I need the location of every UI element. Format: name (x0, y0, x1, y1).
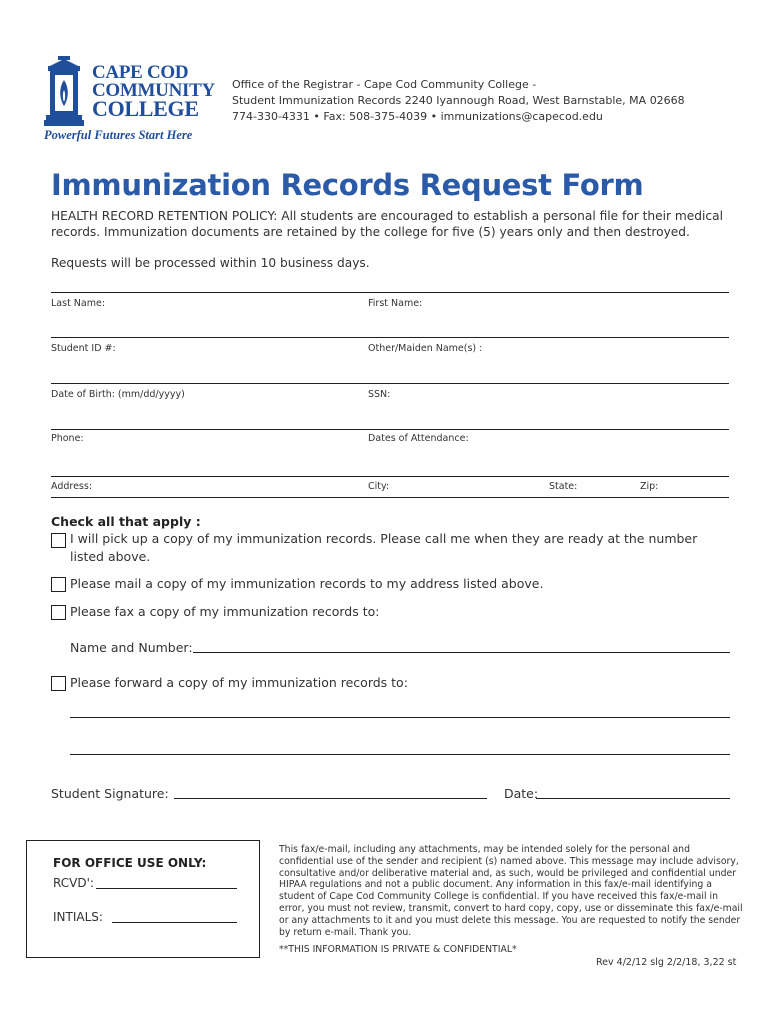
registrar-contact-info (232, 77, 685, 125)
last-first-name-field[interactable] (51, 337, 729, 338)
pickup-option-line1: I will pick up a copy of my immunization records. Please call me when they are ready at the number (70, 531, 698, 546)
address-label: Address: (51, 481, 93, 492)
pickup-option-line2: listed above. (70, 549, 151, 564)
state-label: State: (549, 481, 578, 492)
processing-time-note: Requests will be processed within 10 business days. (51, 256, 370, 270)
city-label: City: (368, 481, 390, 492)
name-number-field[interactable] (193, 652, 730, 653)
first-name-label: First Name: (368, 298, 423, 309)
forward-option-label: Please forward a copy of my immunization records to: (70, 675, 408, 690)
lantern-logo-icon (44, 56, 84, 128)
name-number-label: Name and Number: (70, 640, 193, 655)
office-use-title: FOR OFFICE USE ONLY: (53, 856, 207, 870)
pickup-checkbox[interactable] (51, 533, 66, 548)
date-field[interactable] (536, 798, 730, 799)
logo-line-3: COLLEGE (92, 96, 199, 121)
logo-line-2: COMMUNITY (92, 80, 215, 101)
form-title: Immunization Records Request Form (51, 168, 644, 202)
zip-label: Zip: (640, 481, 659, 492)
revision-note: Rev 4/2/12 slg 2/2/18, 3,22 st (596, 957, 737, 968)
logo-tagline: Powerful Futures Start Here (44, 128, 193, 142)
student-id-label: Student ID #: (51, 343, 116, 354)
rcvd-label: RCVD': (53, 876, 94, 890)
rcvd-field[interactable] (96, 888, 237, 889)
phone-dates-field[interactable] (51, 476, 729, 477)
logo-line-1: CAPE COD (92, 62, 189, 83)
forward-checkbox[interactable] (51, 676, 66, 691)
mail-option-label: Please mail a copy of my immunization records to my address listed above. (70, 576, 544, 591)
confidentiality-notice: This fax/e-mail, including any attachments, may be intended solely for the personal and confidential use of the sender and recipient (s) named above. This message may include advisory, consultative and/or deliberative material and, as such, would be privileged and confidential under HIPAA regulations and not a public document. Any information in this fax/e-mail identifying a student of Cape Cod Community College is confidential. If you have received this fax/e-mail in error, you must not review, transmit, convert to hard copy, copy, use or disseminate this fax/e-mail or any attachments to it and you must delete this message. You are requested to notify the sender by return e-mail. Thank you. (279, 844, 743, 938)
header-line-3: 774-330-4331 • Fax: 508-375-4039 • immunizations@capecod.edu (232, 110, 603, 123)
last-name-label: Last Name: (51, 298, 106, 309)
initials-label: INTIALS: (53, 910, 103, 924)
check-all-heading: Check all that apply : (51, 514, 201, 529)
header-line-1: Office of the Registrar - Cape Cod Community College - (232, 78, 537, 91)
dates-attendance-label: Dates of Attendance: (368, 433, 469, 444)
student-signature-label: Student Signature: (51, 786, 169, 801)
ssn-label: SSN: (368, 389, 391, 400)
dob-label: Date of Birth: (mm/dd/yyyy) (51, 389, 185, 400)
fax-checkbox[interactable] (51, 605, 66, 620)
other-name-label: Other/Maiden Name(s) : (368, 343, 483, 354)
dob-ssn-field[interactable] (51, 429, 729, 430)
address-field[interactable] (51, 497, 729, 498)
retention-policy-text: HEALTH RECORD RETENTION POLICY: All students are encouraged to establish a personal file for their medical records. Immunization documents are retained by the college for five (5) years only and then destroyed. (51, 209, 723, 239)
initials-field[interactable] (112, 922, 237, 923)
private-notice: **THIS INFORMATION IS PRIVATE & CONFIDENTIAL* (279, 944, 517, 955)
forward-address-line-1[interactable] (70, 717, 730, 718)
mail-checkbox[interactable] (51, 577, 66, 592)
student-signature-field[interactable] (174, 798, 487, 799)
student-id-field[interactable] (51, 383, 729, 384)
header-line-2: Student Immunization Records 2240 Iyannough Road, West Barnstable, MA 02668 (232, 94, 685, 107)
phone-label: Phone: (51, 433, 84, 444)
date-label: Date: (504, 786, 539, 801)
fax-option-label: Please fax a copy of my immunization records to: (70, 604, 380, 619)
forward-address-line-2[interactable] (70, 754, 730, 755)
college-logo-wordmark (92, 62, 215, 121)
field-rule (51, 292, 729, 293)
